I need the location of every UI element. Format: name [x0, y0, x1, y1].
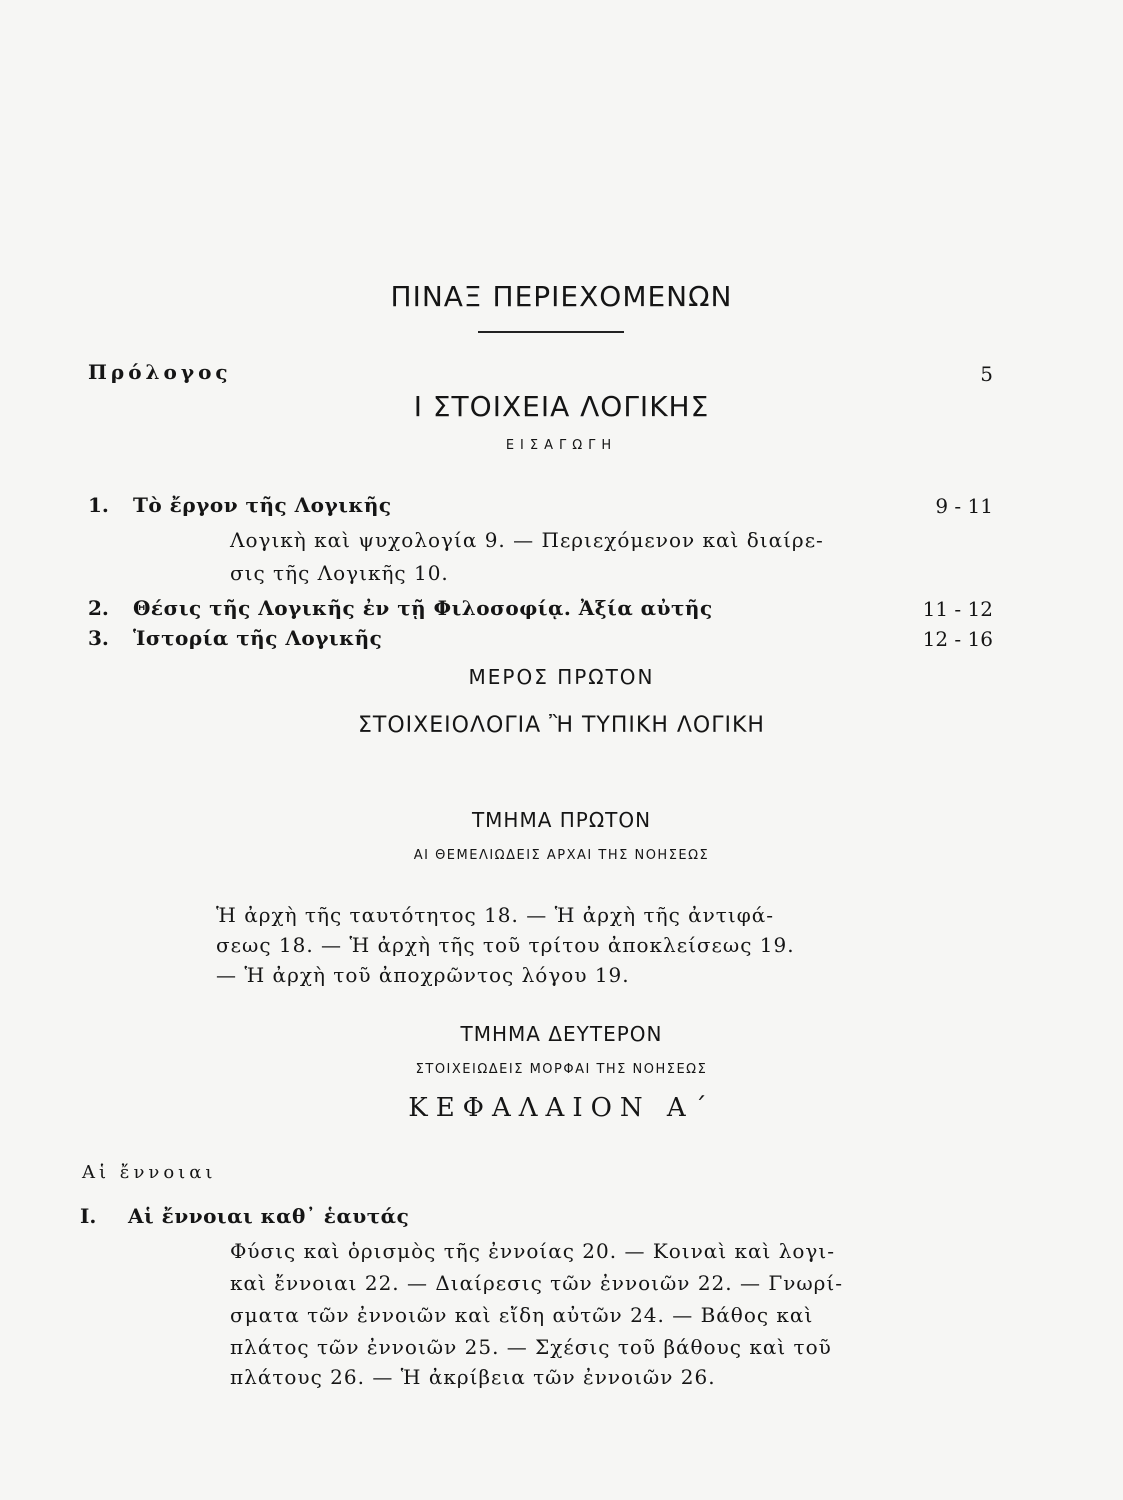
- prologue-label: Πρόλογος: [88, 360, 232, 384]
- concepts-desc-line-5: πλάτους 26. — Ἡ ἀκρίβεια τῶν ἐννοιῶν 26.: [230, 1365, 716, 1389]
- section-two-subheading: ΣΤΟΙΧΕΙΩΔΕΙΣ ΜΟΡΦΑΙ ΤΗΣ ΝΟΗΣΕΩΣ: [415, 1062, 708, 1077]
- section-one-desc-line-3: — Ἡ ἀρχὴ τοῦ ἀποχρῶντος λόγου 19.: [216, 963, 630, 987]
- concepts-desc-line-3: σματα τῶν ἐννοιῶν καὶ εἴδη αὐτῶν 24. — Βάθος καὶ: [230, 1303, 814, 1327]
- section-one-heading: ΤΜΗΜΑ ΠΡΩΤΟΝ: [471, 808, 652, 832]
- part-main-heading: Ι ΣΤΟΙΧΕΙΑ ΛΟΓΙΚΗΣ: [413, 390, 710, 423]
- entry-2-number: 2.: [88, 596, 109, 620]
- concepts-desc-line-2: καὶ ἔννοιαι 22. — Διαίρεσις τῶν ἐννοιῶν 22. — Γνωρί-: [230, 1271, 844, 1295]
- concepts-item-label: Αἱ ἔννοιαι καθ᾽ ἑαυτάς: [128, 1204, 410, 1228]
- entry-3-label: Ἱστορία τῆς Λογικῆς: [133, 626, 383, 650]
- section-two-heading: ΤΜΗΜΑ ΔΕΥΤΕΡΟΝ: [460, 1022, 663, 1046]
- entry-1-number: 1.: [88, 493, 109, 517]
- title-underline: [478, 331, 624, 333]
- section-one-desc-line-2: σεως 18. — Ἡ ἀρχὴ τῆς τοῦ τρίτου ἀποκλείσεως 19.: [216, 933, 795, 957]
- part-one-heading: ΜΕΡΟΣ ΠΡΩΤΟΝ: [468, 665, 655, 689]
- concepts-desc-line-4: πλάτος τῶν ἐννοιῶν 25. — Σχέσις τοῦ βάθους καὶ τοῦ: [230, 1335, 832, 1359]
- entry-3-number: 3.: [88, 626, 109, 650]
- concepts-item-number: Ι.: [80, 1204, 97, 1228]
- chapter-heading: ΚΕΦΑΛΑΙΟΝ Α΄: [408, 1093, 715, 1123]
- introduction-heading: ΕΙΣΑΓΩΓΗ: [505, 438, 618, 453]
- entry-1-label: Τὸ ἔργον τῆς Λογικῆς: [133, 493, 392, 517]
- concepts-label: Αἱ ἔννοιαι: [82, 1162, 217, 1183]
- entry-2-label: Θέσις τῆς Λογικῆς ἐν τῇ Φιλοσοφίᾳ. Ἀξία αὐτῆς: [133, 596, 713, 620]
- entry-1-desc-line-2: σις τῆς Λογικῆς 10.: [230, 561, 449, 585]
- entry-1-desc-line-1: Λογικὴ καὶ ψυχολογία 9. — Περιεχόμενον καὶ διαίρε-: [230, 528, 824, 552]
- entry-2-pages: 11 - 12: [922, 597, 993, 621]
- entry-3-pages: 12 - 16: [922, 627, 993, 651]
- page-title: ΠΙΝΑΞ ΠΕΡΙΕΧΟΜΕΝΩΝ: [390, 280, 733, 313]
- section-one-subheading: ΑΙ ΘΕΜΕΛΙΩΔΕΙΣ ΑΡΧΑΙ ΤΗΣ ΝΟΗΣΕΩΣ: [413, 848, 710, 863]
- concepts-desc-line-1: Φύσις καὶ ὁρισμὸς τῆς ἐννοίας 20. — Κοιναὶ καὶ λογι-: [230, 1239, 835, 1263]
- prologue-page: 5: [980, 362, 993, 386]
- entry-1-pages: 9 - 11: [935, 494, 993, 518]
- section-one-desc-line-1: Ἡ ἀρχὴ τῆς ταυτότητος 18. — Ἡ ἀρχὴ τῆς ἀντιφά-: [216, 903, 774, 927]
- part-one-subheading: ΣΤΟΙΧΕΙΟΛΟΓΙΑ Ἢ ΤΥΠΙΚΗ ΛΟΓΙΚΗ: [358, 713, 765, 738]
